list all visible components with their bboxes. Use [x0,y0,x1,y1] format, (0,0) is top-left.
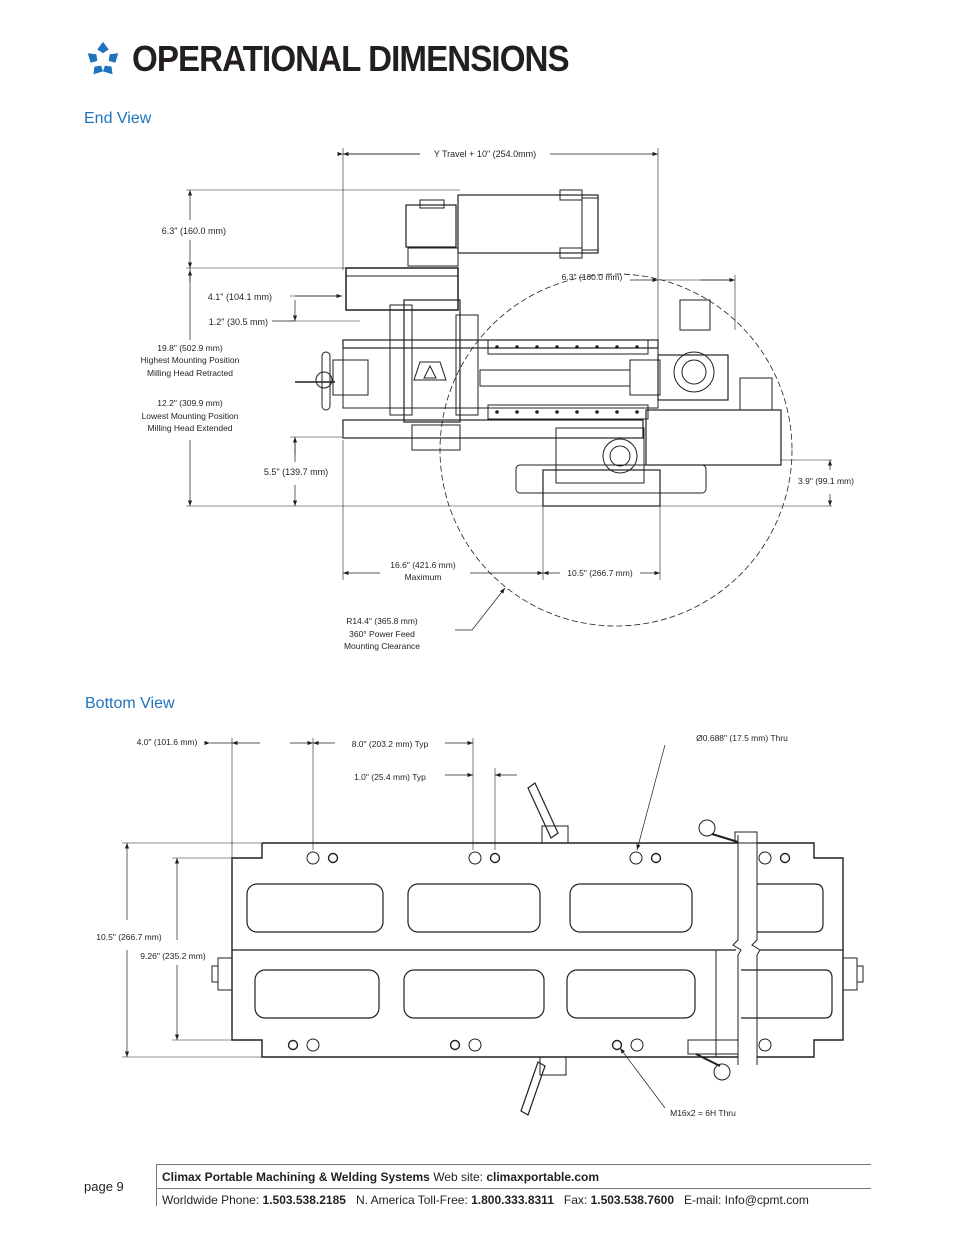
fax-label: Fax: [563,1193,588,1207]
dim-r14-4-line2: 360° Power Feed [349,629,415,639]
dim-1-0: 1.0" (25.4 mm) Typ [354,772,426,782]
bottom-view-title: Bottom View [85,695,175,712]
end-view-labels [141,149,855,651]
dim-19-8-line1: 19.8" (502.9 mm) [157,343,223,353]
dim-12-2-line1: 12.2" (309.9 mm) [157,398,223,408]
page-title: OPERATIONAL DIMENSIONS [132,38,569,79]
end-view-title: End View [84,110,152,127]
fax-number: 1.503.538.7600 [590,1193,674,1207]
dim-10-5-bottom: 10.5" (266.7 mm) [96,932,162,942]
website-link[interactable]: climaxportable.com [486,1170,600,1184]
company-name: Climax Portable Machining & Welding Systems [162,1170,430,1184]
dim-12-2-line2: Lowest Mounting Position [141,411,239,421]
phone-label: Worldwide Phone: [162,1193,260,1207]
dim-4-0: 4.0" (101.6 mm) [136,737,198,747]
dim-1-2: 1.2" (30.5 mm) [208,317,268,327]
dim-6-3-left: 6.3" (160.0 mm) [161,226,226,236]
page-number: page 9 [84,1179,124,1194]
tollfree-label: N. America Toll-Free: [355,1193,468,1207]
dim-y-travel: Y Travel + 10" (254.0mm) [433,149,537,159]
dim-9-26: 9.26" (235.2 mm) [140,951,206,961]
dim-hole-diameter: Ø0.688" (17.5 mm) Thru [696,733,788,743]
footer-divider-vertical [156,1164,157,1206]
dim-5-5: 5.5" (139.7 mm) [263,467,329,477]
tollfree-number: 1.800.333.8311 [471,1193,554,1207]
footer-divider-middle [156,1188,871,1189]
website-label: Web site: [433,1170,483,1184]
dim-r14-4-line3: Mounting Clearance [343,641,421,651]
end-view-drawing [186,148,832,630]
dim-16-6-line2: Maximum [404,572,442,582]
phone-number: 1.503.538.2185 [262,1193,346,1207]
footer-divider-top [156,1164,871,1165]
dim-10-5-end: 10.5" (266.7 mm) [567,568,633,578]
footer-contact-line [162,1193,809,1207]
page-footer [84,1164,871,1210]
footer-company-line [162,1170,599,1184]
dim-r14-4-line1: R14.4" (365.8 mm) [346,616,418,626]
dim-6-3-right: 6.3" (160.0 mm) [561,272,623,282]
dim-m16-thread: M16x2 = 6H Thru [670,1108,736,1118]
dim-3-9: 3.9" (99.1 mm) [798,476,854,486]
dim-12-2-line3: Milling Head Extended [147,423,233,433]
dim-16-6-line1: 16.6" (421.6 mm) [390,560,456,570]
email-link[interactable]: E-mail: Info@cpmt.com [684,1193,809,1207]
dim-19-8-line2: Highest Mounting Position [140,355,240,365]
dim-19-8-line3: Milling Head Retracted [147,368,233,378]
dim-8-0: 8.0" (203.2 mm) Typ [351,739,429,749]
bottom-view-drawing [122,738,863,1115]
dim-4-1: 4.1" (104.1 mm) [207,292,272,302]
bottom-view-labels [96,733,788,1118]
